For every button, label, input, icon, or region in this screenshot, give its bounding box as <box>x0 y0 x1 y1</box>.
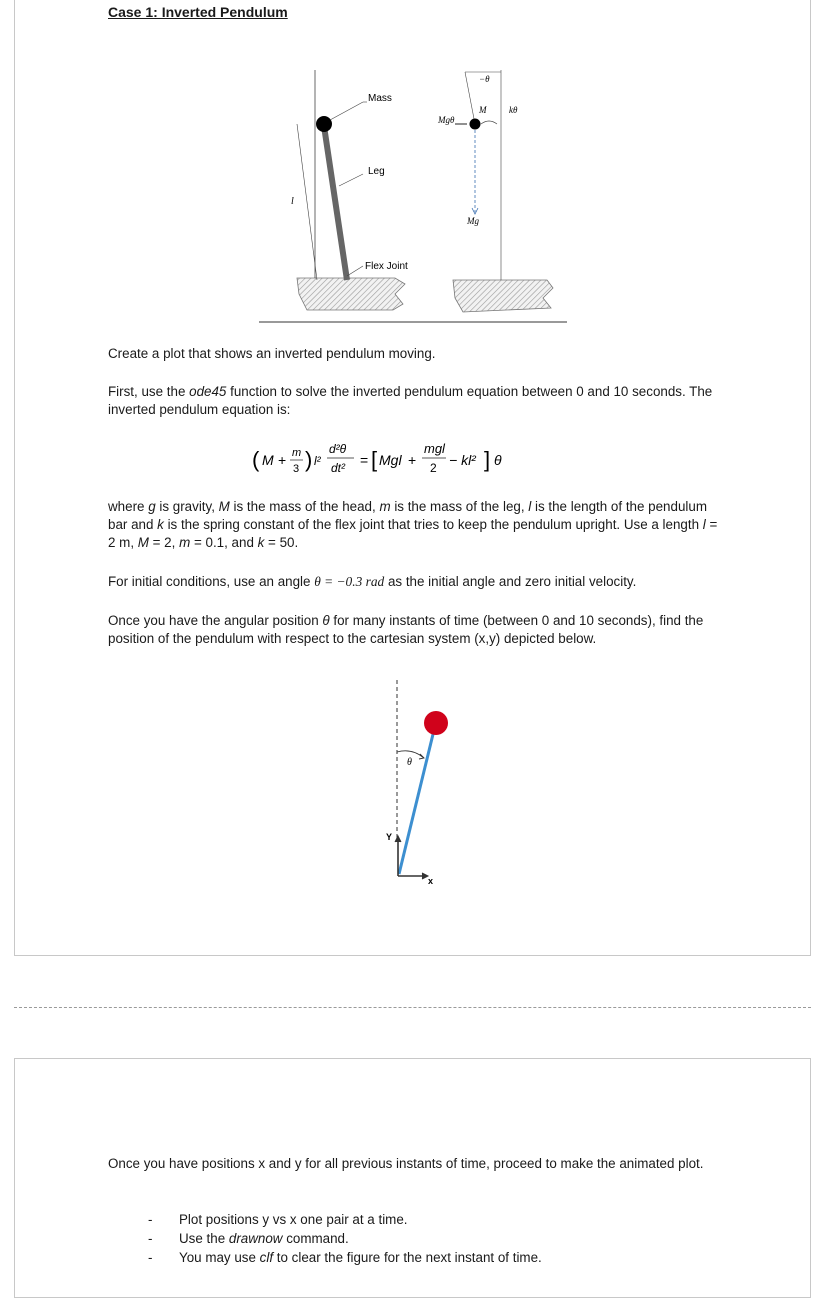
svg-text:Mgl: Mgl <box>379 452 402 468</box>
length-dimension <box>297 124 317 280</box>
svg-text:(: ( <box>252 447 260 472</box>
initial-conditions: For initial conditions, use an angle θ = −0.3 rad as the initial angle and zero initial velocity. <box>108 574 637 589</box>
ode45-instruction: First, use the ode45 function to solve the inverted pendulum equation between 0 and 10 seconds. The inverted pendulum equation is: <box>108 384 713 417</box>
svg-text:m: m <box>292 447 302 459</box>
intro-text: Create a plot that shows an inverted pendulum moving. <box>108 346 436 361</box>
Mg-label: Mg <box>467 216 479 226</box>
y-axis-label: Y <box>386 832 393 842</box>
leg-label: Leg <box>368 166 385 177</box>
svg-text:+: + <box>408 452 417 468</box>
svg-text:+: + <box>278 452 287 468</box>
pendulum-ball <box>424 711 448 735</box>
svg-text:θ: θ <box>494 452 502 468</box>
pendulum-rod <box>399 726 435 874</box>
svg-text:[: [ <box>371 447 378 472</box>
k-theta-label: kθ <box>509 105 518 115</box>
ground-right <box>453 280 553 312</box>
instruction-list <box>148 1210 542 1267</box>
theta-label: θ <box>407 757 412 768</box>
svg-text:]: ] <box>484 447 491 472</box>
pendulum-equation <box>250 436 590 482</box>
svg-text:): ) <box>305 447 313 472</box>
variable-definitions: where g is gravity, M is the mass of the head, m is the mass of the leg, l is the length of the pendulum bar and k is the spring constant of the flex joint that tries to keep the pendulum upright. Use a length l = 2 m, M = 2, m = 0.1, and k = 50. <box>108 499 718 550</box>
flex-joint-label: Flex Joint <box>365 261 408 272</box>
list-item: - You may use clf to clear the figure for the next instant of time. <box>148 1248 542 1267</box>
x-axis-label: x <box>428 876 434 886</box>
svg-text:− kl²: − kl² <box>449 452 476 468</box>
position-instruction: Once you have the angular position θ for many instants of time (between 0 and 10 seconds), find the position of the pendulum with respect to the cartesian system (x,y) depicted below. <box>108 613 704 646</box>
length-label: l <box>291 196 294 207</box>
cartesian-diagram <box>360 670 480 890</box>
page-divider <box>14 1007 811 1008</box>
Mg-theta-label: Mgθ <box>438 115 455 125</box>
free-body-mass <box>470 119 481 130</box>
list-item: - Plot positions y vs x one pair at a time. <box>148 1210 542 1229</box>
svg-text:=: = <box>360 452 369 468</box>
svg-text:mgl: mgl <box>424 441 445 456</box>
minus-theta-label: −θ <box>479 74 490 84</box>
animation-instruction: Once you have positions x and y for all previous instants of time, proceed to make the animated plot. <box>108 1156 704 1171</box>
leg-bar <box>324 126 347 280</box>
mass-ball <box>316 116 332 132</box>
mass-label: Mass <box>368 93 392 104</box>
svg-text:d²θ: d²θ <box>329 442 347 456</box>
pendulum-diagram <box>255 62 575 330</box>
svg-text:l²: l² <box>314 454 321 468</box>
list-item: - Use the drawnow command. <box>148 1229 542 1248</box>
M-label: M <box>479 105 487 115</box>
ground-left <box>297 278 405 310</box>
svg-text:dt²: dt² <box>331 461 346 475</box>
svg-text:3: 3 <box>293 463 300 475</box>
page-title: Case 1: Inverted Pendulum <box>108 4 288 20</box>
svg-text:M: M <box>262 452 274 468</box>
svg-text:2: 2 <box>430 461 437 475</box>
